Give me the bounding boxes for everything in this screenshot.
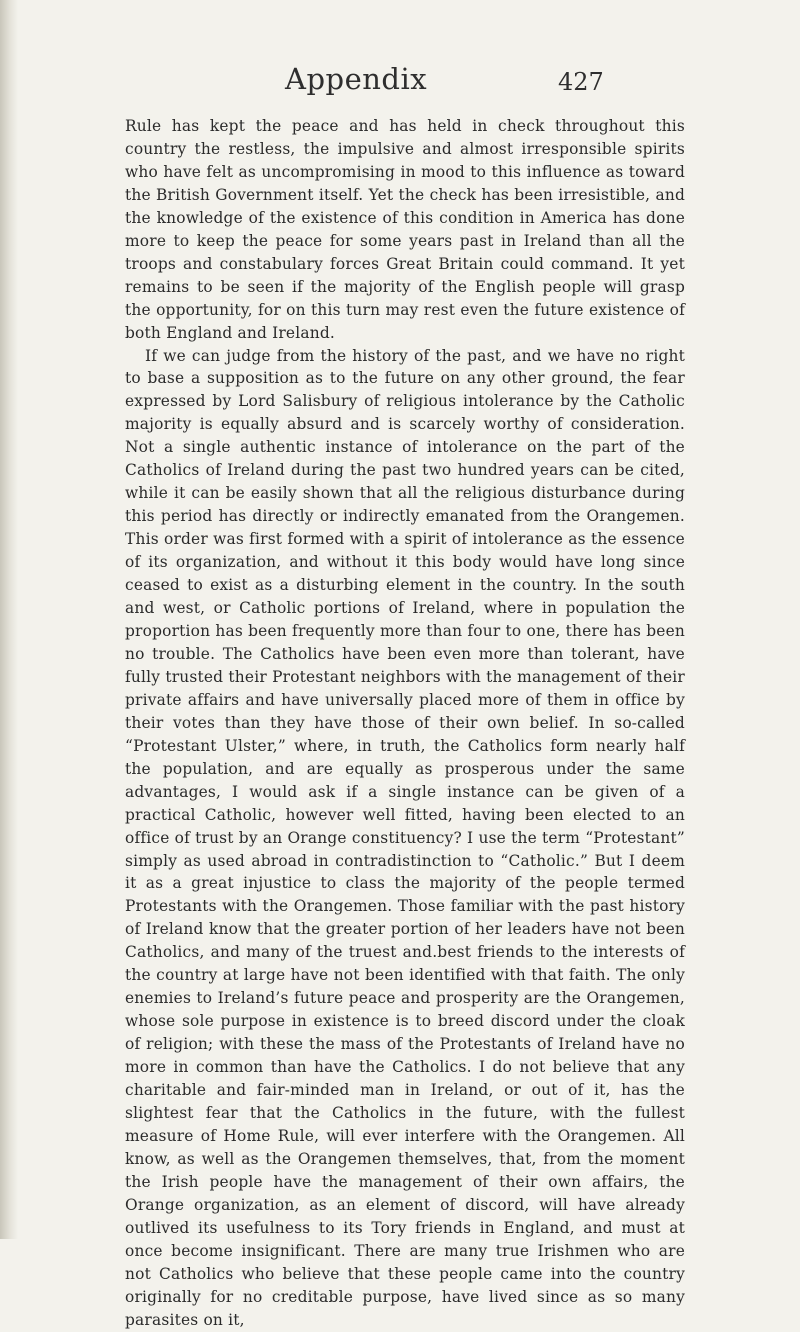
body-text — [125, 115, 685, 1332]
page-number: 427 — [558, 68, 604, 96]
paragraph-2: If we can judge from the history of the past, and we have no right to base a supposition as to the future on any other ground, the fear expressed by Lord Salisbury of religious intolerance by the Catholic majority is equally absurd and is scarcely worthy of consideration. Not a single authentic instance of intolerance on the part of the Catholics of Ireland during the past two hundred years can be cited, while it can be easily shown that all the religious disturbance during this period has directly or indirectly emanated from the Orangemen. This order was first formed with a spirit of intolerance as the essence of its organization, and without it this body would have long since ceased to exist as a disturbing element in the country. In the south and west, or Catholic portions of Ireland, where in population the proportion has been frequently more than four to one, there has been no trouble. The Catholics have been even more than tolerant, have fully trusted their Protestant neighbors with the management of their private affairs and have universally placed more of them in office by their votes than they have those of their own belief. In so-called “Protestant Ulster,” where, in truth, the Catholics form nearly half the population, and are equally as prosperous under the same advantages, I would ask if a single instance can be given of a practical Catholic, however well fitted, having been elected to an office of trust by an Orange constituency? I use the term “Protestant” simply as used abroad in contradistinction to “Catholic.” But I deem it as a great injustice to class the majority of the people termed Protestants with the Orangemen. Those familiar with the past history of Ireland know that the greater portion of her leaders have not been Catholics, and many of the truest and.best friends to the interests of the country at large have not been identified with that faith. The only enemies to Ireland’s future peace and prosperity are the Orangemen, whose sole purpose in existence is to breed discord under the cloak of religion; with these the mass of the Protestants of Ireland have no more in common than have the Catholics. I do not believe that any charitable and fair-minded man in Ireland, or out of it, has the slightest fear that the Catholics in the future, with the fullest measure of Home Rule, will ever interfere with the Orangemen. All know, as well as the Orangemen themselves, that, from the moment the Irish people have the management of their own affairs, the Orange organization, as an element of discord, will have already outlived its usefulness to its Tory friends in England, and must at once become insignificant. There are many true Irishmen who are not Catholics who believe that these people came into the country originally for no creditable purpose, have lived since as so many parasites on it, — [125, 346, 685, 1329]
page-binding-shadow — [0, 0, 18, 1239]
paragraph-1: Rule has kept the peace and has held in check throughout this country the restless, the impulsive and almost irresponsible spirits who have felt as uncompromising in mood to this influence as toward the British Government itself. Yet the check has been irresistible, and the knowledge of the existence of this condition in America has done more to keep the peace for some years past in Ireland than all the troops and constabulary forces Great Britain could command. It yet remains to be seen if the majority of the English people will grasp the opportunity, for on this turn may rest even the future existence of both England and Ireland. — [125, 117, 685, 342]
running-head: Appendix — [285, 62, 428, 96]
page-header — [0, 62, 800, 102]
